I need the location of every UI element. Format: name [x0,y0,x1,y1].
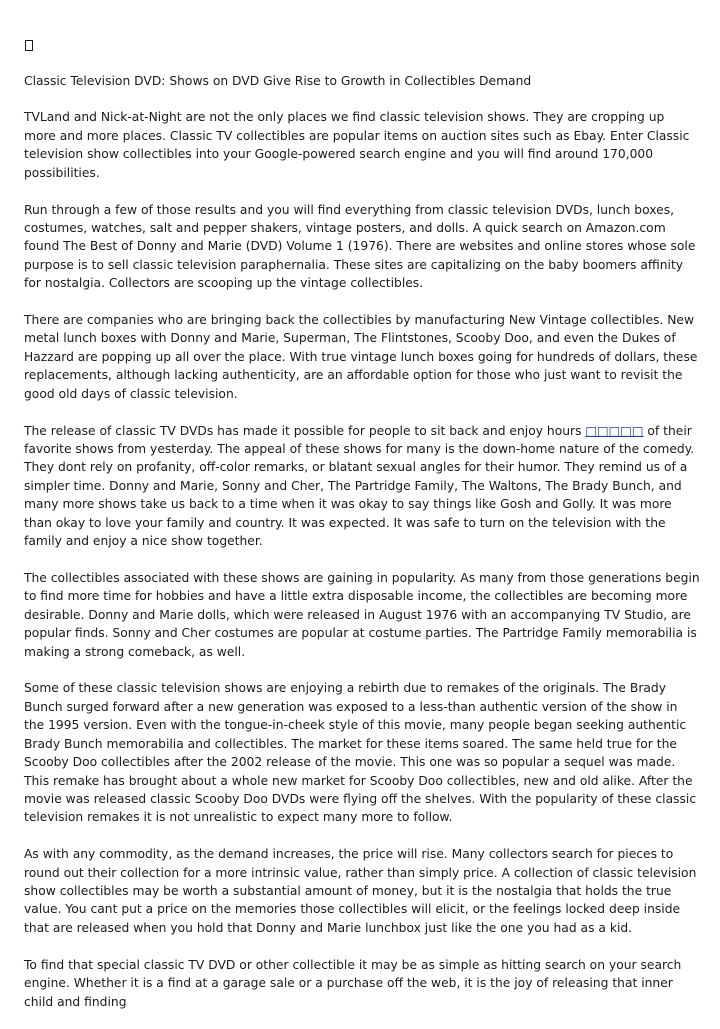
paragraph-6: Some of these classic television shows are enjoying a rebirth due to remakes of the originals. The Brady Bunch surged forward after a new generation was exposed to a less-than authentic version of the show in the 1995 version. Even with the tongue-in-cheek style of this movie, many people began seeking authentic Brady Bunch memorabilia and collectibles. The market for these items soared. The same held true for the Scooby Doo collectibles after the 2002 release of the movie. This one was so popular a sequel was made. This remake has brought about a whole new market for Scooby Doo collectibles, new and old alike. After the movie was released classic Scooby Doo DVDs were flying off the shelves. With the popularity of these classic television remakes it is not unrealistic to expect many more to follow. [24,681,697,825]
document-page [24,36,700,1029]
inline-link[interactable]: □□□□□ [585,423,644,438]
paragraph-2: Run through a few of those results and you will find everything from classic television DVDs, lunch boxes, costumes, watches, salt and pepper shakers, vintage posters, and dolls. A quick search on Amazon.com found The Best of Donny and Marie (DVD) Volume 1 (1976). There are websites and online stores whose sole purpose is to sell classic television paraphernalia. These sites are capitalizing on the baby boomers affinity for nostalgia. Collectors are scooping up the vintage collectibles. [24,202,696,291]
paragraph-1: TVLand and Nick-at-Night are not the only places we find classic television shows. They are cropping up more and more places. Classic TV collectibles are popular items on auction sites such as Ebay. Enter Classic television show collectibles into your Google-powered search engine and you will find around 170,000 possibilities. [24,110,690,180]
paragraph-5: The collectibles associated with these shows are gaining in popularity. As many from those generations begin to find more time for hobbies and have a little extra disposable income, the collectibles are becoming more desirable. Donny and Marie dolls, which were released in August 1976 with an accompanying TV Studio, are popular finds. Sonny and Cher costumes are popular at costume parties. The Partridge Family memorabilia is making a strong comeback, as well. [24,570,700,659]
paragraph-4-text-after: of their favorite shows from yesterday. The appeal of these shows for many is the down-home nature of the comedy. They dont rely on profanity, off-color remarks, or blatant sexual angles for their humor. They remind us of a simpler time. Donny and Marie, Sonny and Cher, The Partridge Family, The Waltons, The Brady Bunch, and many more shows take us back to a time when it was okay to say things like Gosh and Golly. It was more than okay to love your family and country. It was expected. It was safe to turn on the television with the family and enjoy a nice show together. [24,423,695,549]
paragraph-8: To find that special classic TV DVD or other collectible it may be as simple as hitting search on your search engine. Whether it is a find at a garage sale or a purchase off the web, it is the joy of releasing that inner child and finding [24,957,682,1009]
paragraph-3: There are companies who are bringing back the collectibles by manufacturing New Vintage collectibles. New metal lunch boxes with Donny and Marie, Superman, The Flintstones, Scooby Doo, and even the Dukes of Hazzard are popping up all over the place. With true vintage lunch boxes going for hundreds of dollars, these replacements, although lacking authenticity, are an affordable option for those who just want to revisit the good old days of classic television. [24,313,698,401]
paragraph-7: As with any commodity, as the demand increases, the price will rise. Many collectors search for pieces to round out their collection for a more intrinsic value, rather than simply price. A collection of classic television show collectibles may be worth a substantial amount of money, but it is the nostalgia that holds the true value. You cant put a price on the memories those collectibles will elicit, or the feelings locked deep inside that are released when you hold that Donny and Marie lunchbox just like the one you had as a kid. [24,847,697,935]
missing-glyph-icon [24,36,700,56]
paragraph-4 [24,422,700,551]
paragraph-4-text-before: The release of classic TV DVDs has made it possible for people to sit back and enjoy hours [24,423,586,438]
document-title: Classic Television DVD: Shows on DVD Give Rise to Growth in Collectibles Demand [24,74,532,88]
